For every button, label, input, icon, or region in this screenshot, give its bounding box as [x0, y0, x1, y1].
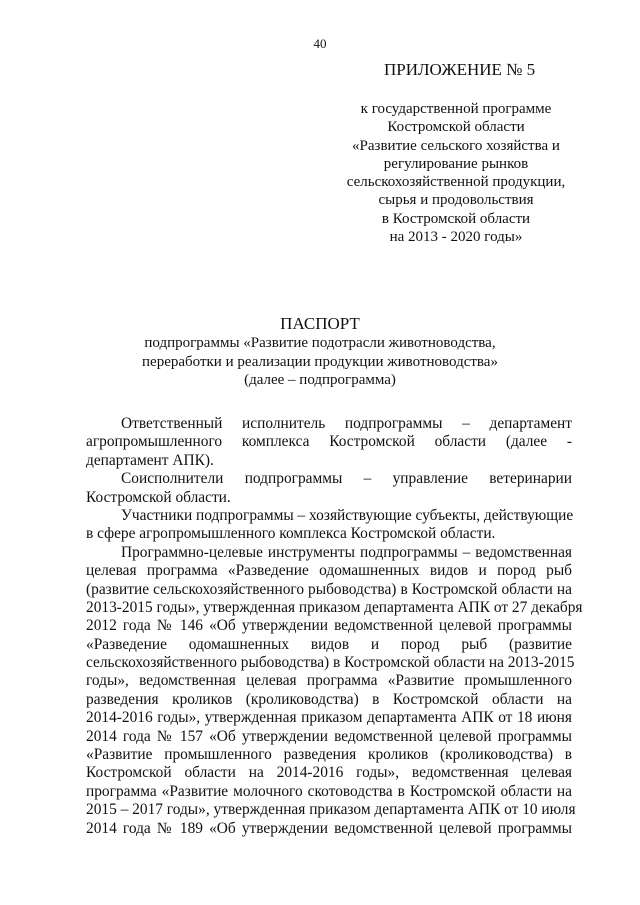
- appendix-line: к государственной программе: [360, 101, 552, 117]
- body-line: Программно-целевые инструменты подпрограммы – ведомственная: [121, 543, 572, 561]
- passport-line: подпрограммы «Развитие подотрасли животноводства,: [144, 335, 496, 351]
- body-line: агропромышленного комплекса Костромской области (далее -: [86, 433, 572, 451]
- body-line: 2014 года № 189 «Об утверждении ведомственной целевой программы: [86, 819, 572, 837]
- body-line: разведения кроликов (кролиководства) в Костромской области на: [86, 690, 572, 708]
- appendix-line: «Развитие сельского хозяйства и: [352, 137, 560, 154]
- body-line: в сфере агропромышленного комплекса Костромской области.: [86, 525, 496, 543]
- body-line: годы», ведомственная целевая программа «Развитие промышленного: [86, 672, 572, 690]
- appendix-line: на 2013 - 2020 годы»: [389, 229, 523, 246]
- body-line: департамент АПК).: [86, 451, 214, 469]
- passport-subtitle: [120, 334, 520, 390]
- passport-line: переработки и реализации продукции животноводства»: [142, 353, 498, 370]
- appendix-line: в Костромской области: [381, 210, 531, 227]
- body-line: 2012 года № 146 «Об утверждении ведомственной целевой программы: [86, 617, 572, 635]
- body-line: Ответственный исполнитель подпрограммы – департамент: [121, 415, 572, 432]
- body-text: [86, 415, 583, 838]
- body-line: 2014 года № 157 «Об утверждении ведомственной целевой программы: [86, 727, 572, 745]
- body-line: программа «Развитие молочного скотоводства в Костромской области на: [86, 782, 572, 800]
- body-line: сельскохозяйственного рыбоводства) в Костромской области на 2013-2015: [86, 654, 575, 672]
- body-line: Участники подпрограммы – хозяйствующие субъекты, действующие: [121, 506, 574, 524]
- body-line: Костромской области на 2014-2016 годы», ведомственная целевая: [86, 764, 572, 782]
- appendix-line: регулирование рынков: [383, 155, 529, 172]
- body-line: 2014-2016 годы», утвержденная приказом департамента АПК от 18 июня: [86, 709, 572, 727]
- body-line: (развитие сельскохозяйственного рыбоводства) в Костромской области на: [86, 580, 572, 598]
- passport-line: (далее – подпрограмма): [244, 372, 396, 388]
- appendix-subtitle: [318, 100, 594, 246]
- passport-title: ПАСПОРТ: [280, 314, 360, 333]
- appendix-line: сельскохозяйственной продукции,: [346, 174, 566, 191]
- body-line: 2015 – 2017 годы», утвержденная приказом департамента АПК от 10 июля: [86, 801, 576, 819]
- appendix-title: ПРИЛОЖЕНИЕ № 5: [384, 60, 536, 79]
- body-line: целевая программа «Разведение одомашненных видов и пород рыб: [86, 562, 572, 580]
- body-line: Соисполнители подпрограммы – управление ветеринарии: [121, 470, 572, 488]
- body-line: «Развитие промышленного разведения кроликов (кролиководства) в: [86, 746, 572, 764]
- body-line: Костромской области.: [86, 488, 231, 506]
- body-line: 2013-2015 годы», утвержденная приказом департамента АПК от 27 декабря: [86, 598, 583, 616]
- appendix-line: сырья и продовольствия: [378, 192, 534, 209]
- body-line: «Разведение одомашненных видов и пород рыб (развитие: [86, 635, 572, 653]
- appendix-line: Костромской области: [387, 119, 525, 136]
- page-number: 40: [313, 36, 327, 51]
